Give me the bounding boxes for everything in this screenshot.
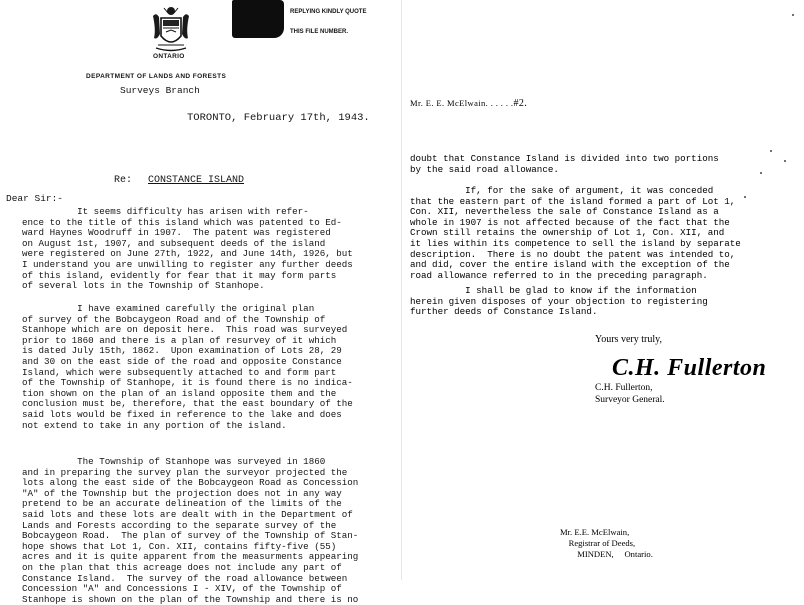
subject-title: CONSTANCE ISLAND xyxy=(148,175,245,186)
re-label: Re: xyxy=(114,175,133,186)
signer-name: C.H. Fullerton, xyxy=(595,383,653,393)
signer-title: Surveyor General. xyxy=(595,395,665,405)
quote-instruction: REPLYING KINDLY QUOTE xyxy=(290,9,367,15)
body-paragraph: It seems difficulty has arisen with refer- ence to the title of this island which was patented to Ed- ward Haynes Woodruff in 1907. The patent was registered on August 1st, 1907, and subsequent deeds of the island were registered on June 27th, 1922, and June 14th, 1926, but I understand you are unwilling to register any further deeds of this island, evidently for fear that it may form parts of several lots in the Township of Stanhope. xyxy=(22,206,353,292)
place-and-date: TORONTO, February 17th, 1943. xyxy=(187,112,370,124)
file-reference-stamp xyxy=(232,0,392,50)
complimentary-close: Yours very truly, xyxy=(595,334,662,345)
scan-speck xyxy=(792,14,794,16)
recipient-line: Mr. E.E. McElwain, xyxy=(560,527,630,537)
body-paragraph: If, for the sake of argument, it was conceded that the eastern part of the island formed a part of Lot 1, Con. XII, nevertheless the sale of Constance Island as a whole in 1907 is not affected because of the fact that the Crown still retains the ownership of Lot 1, Con. XII, and it lies within its competence to sell the island by separate description. There is no doubt the patent was intended to, and did, cover the entire island with the exception of the road allowance referred to in the preceding paragraph. xyxy=(410,185,741,281)
file-number-label: THIS FILE NUMBER. xyxy=(290,29,348,35)
body-paragraph: I have examined carefully the original plan of survey of the Bobcaygeon Road and of the Township of Stanhope which are on deposit here. This road was surveyed prior to 1860 and there is a plan of resurvey of it which is dated July 15th, 1862. Upon examination of Lots 28, 29 and 30 on the east side of the road and opposite Constance Island, which were subsequently attached to and form part of the Township of Stanhope, it is found there is no indica- tion shown on the plan of an island opposite them and the conclusion must be, therefore, that the east boundary of the said lots would be fixed in reference to the lake and does not extend to take in any portion of the island. xyxy=(22,303,353,431)
recipient-line: Registrar of Deeds, xyxy=(560,538,636,548)
department-name: DEPARTMENT OF LANDS AND FORESTS xyxy=(86,73,227,80)
page-number: #2. xyxy=(513,98,528,109)
recipient-address xyxy=(560,527,653,560)
handwritten-signature: C.H. Fullerton xyxy=(612,355,767,381)
scan-speck xyxy=(770,150,772,152)
recipient-line: MINDEN, Ontario. xyxy=(560,549,653,559)
scan-speck xyxy=(744,196,746,198)
page-2-header xyxy=(410,98,527,109)
branch-name: Surveys Branch xyxy=(120,85,200,96)
body-paragraph: I shall be glad to know if the information herein given disposes of your objection to registering further deeds of Constance Island. xyxy=(410,285,708,318)
scan-speck xyxy=(760,172,762,174)
subject-line xyxy=(114,175,244,186)
body-paragraph: The Township of Stanhope was surveyed in 1860 and in preparing the survey plan the surveyor projected the lots along the east side of the Bobcaygeon Road as Concession "A" of the Township but the projection does not in any way pretend to be an accurate delineation of the limits of the said lots and these lots are dealt with in the Department of Lands and Forests according to the separate survey of the Bobcaygeon Road. The plan of survey of the Township of Stan- hope shows that Lot 1, Con. XII, contains fifty-five (55) acres and it is quite apparent from the measurments appearing on the plan that this acreage does not include any part of Constance Island. The survey of the road allowance between Concession "A" and Concessions I - XIV, of the Township of Stanhope is shown on the plan of the Township and there is no xyxy=(22,456,359,605)
body-paragraph: doubt that Constance Island is divided into two portions by the said road allowance. xyxy=(410,153,719,175)
salutation: Dear Sir:- xyxy=(6,193,64,204)
province-name: ONTARIO xyxy=(153,53,185,60)
ink-blot xyxy=(232,0,284,38)
scan-speck xyxy=(784,160,786,162)
ontario-coat-of-arms-icon xyxy=(150,4,192,54)
addressee-running-head: Mr. E. E. McElwain. . . . . . xyxy=(410,98,514,108)
